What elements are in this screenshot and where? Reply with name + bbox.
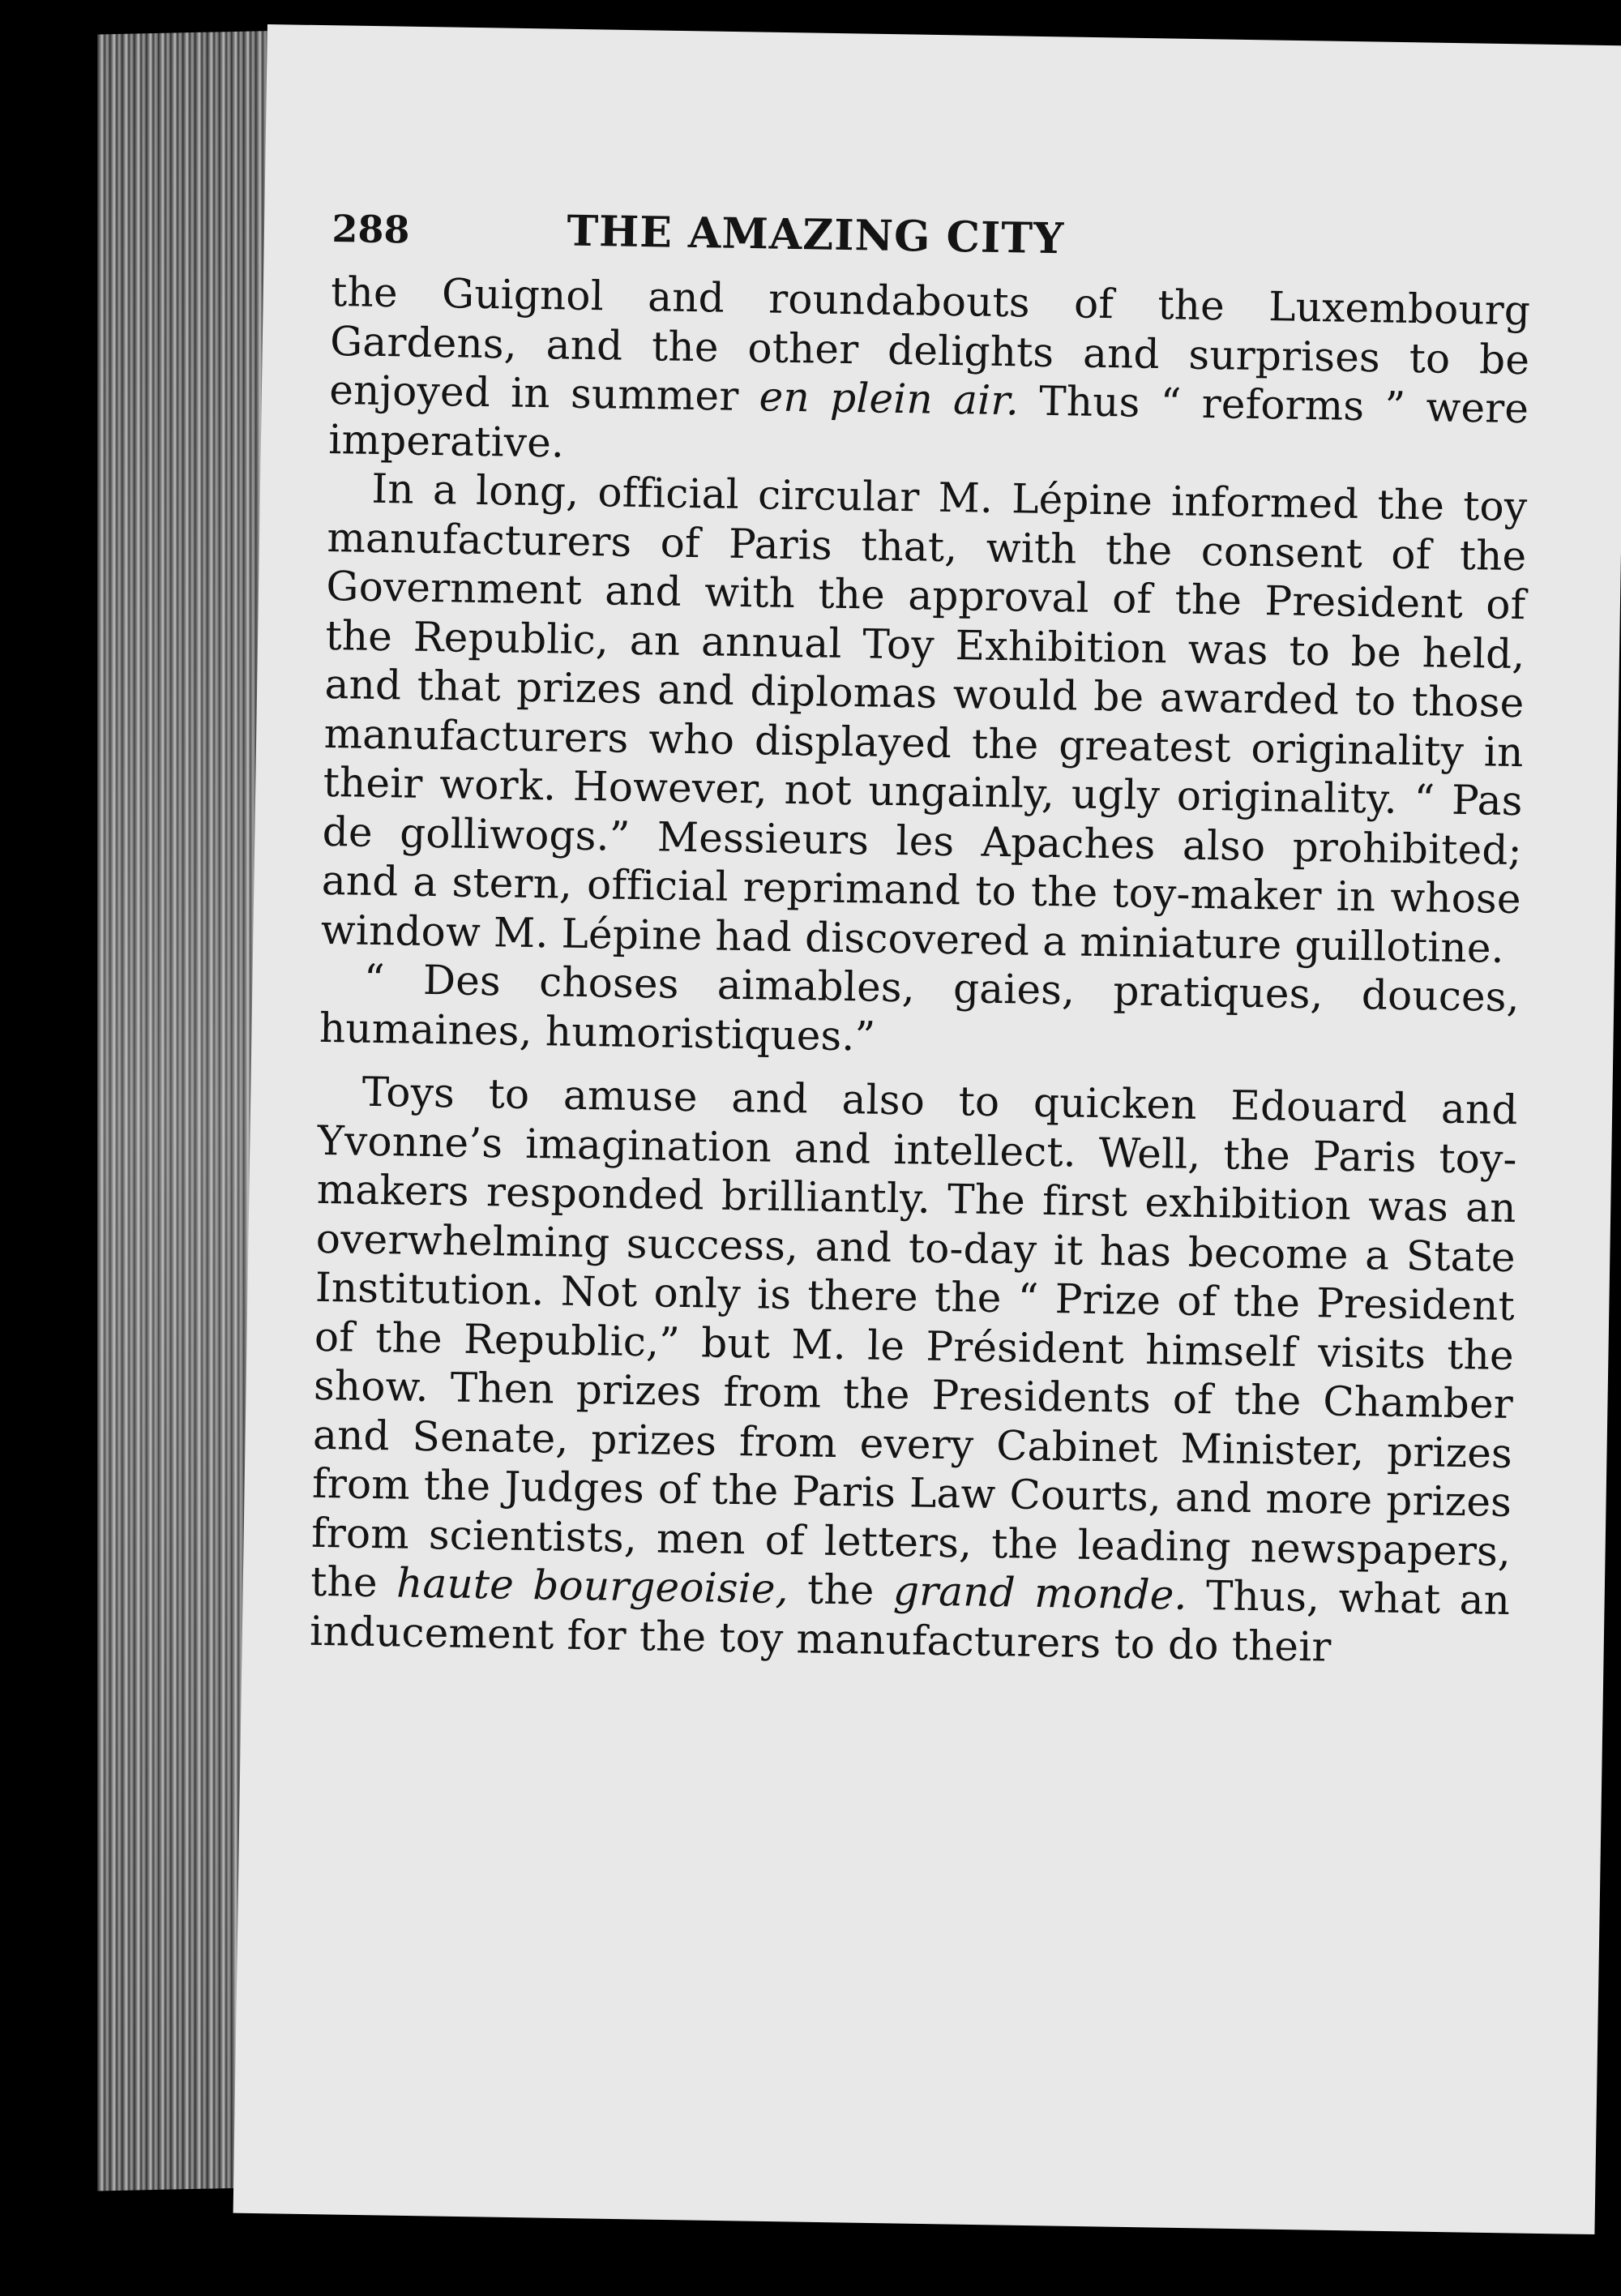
text-segment-italic: grand monde. [892,1567,1188,1619]
running-head-title: THE AMAZING CITY [567,206,1065,264]
text-segment: Thus “ reforms ” were imperative. [327,377,1529,467]
text-segment: the Guignol and roundabouts of the Luxembourg Gardens, and the other delights and surprises to be enjoyed in summer [328,268,1531,421]
paragraph-1 [328,268,1531,482]
text-segment: In a long, official circular M. Lépine informed the toy manufacturers of Paris that, with the consent of the Government and with the approval of the President of the Republic, an annual Toy Exhibition was to be held, and that prizes and diplomas would be awarded to those manufacturers who displayed the greatest originality in their work. However, not ungainly, ugly originality. “ Pas de golliwogs.” Messieurs les Apaches also prohibited; and a stern, official reprimand to the toy-maker in whose window M. Lépine had discovered a miniature guillotine. [320,465,1528,972]
paragraph-3 [319,954,1520,1071]
paragraph-2 [320,464,1527,973]
paragraph-4 [310,1067,1518,1674]
text-segment-italic: haute bourgeoisie, [396,1559,789,1613]
text-segment: the [788,1566,894,1615]
page-number: 288 [331,206,410,252]
text-segment-italic: en plein air. [759,373,1020,425]
text-segment: “ Des choses aimables, gaies, pratiques, douces, humaines, humoristiques.” [319,955,1520,1060]
page-content [310,203,1532,1674]
text-segment: Toys to amuse and also to quicken Edouard and Yvonne’s imagination and intellect. Well, the Paris toy-makers responded brilliantly. The first exhibition was an overwhelming success, and to-day it has become a State Institution. Not only is there the “ Prize of the President of the Republic,” but M. le Président himself visits the show. Then prizes from the Presidents of the Chamber and Senate, prizes from every Cabinet Minister, prizes from the Judges of the Paris Law Courts, and more prizes from scientists, men of letters, the leading newspapers, the [310,1068,1519,1607]
text-segment: Thus, what an inducement for the toy manufacturers to do their [309,1571,1511,1671]
